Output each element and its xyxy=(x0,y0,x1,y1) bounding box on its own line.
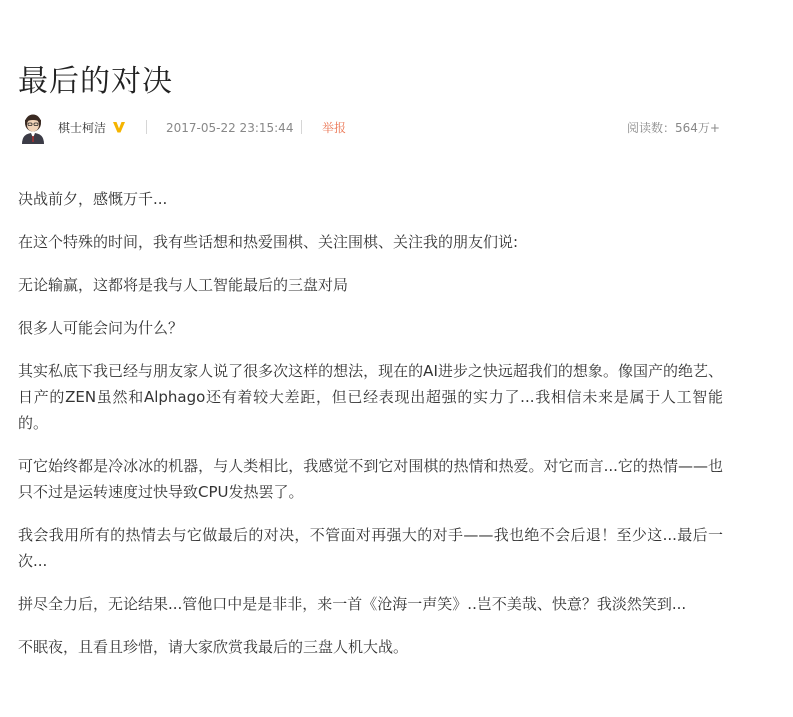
paragraph: 很多人可能会问为什么？ xyxy=(18,319,184,337)
read-count-label: 阅读数： xyxy=(627,121,676,135)
meta-divider xyxy=(301,120,302,134)
paragraph: 不眠夜，且看且珍惜，请大家欣赏我最后的三盘人机大战。 xyxy=(18,638,409,656)
article-body xyxy=(18,186,723,677)
verified-v-badge-icon xyxy=(112,119,126,133)
paragraph: 其实私底下我已经与朋友家人说了很多次这样的想法，现在的AI进步之快远超我们的想象。像国产的绝艺、日产的ZEN虽然和Alphago还有着较大差距，但已经表现出超强的实力了...我相信未来是属于人工智能的。 xyxy=(18,362,723,432)
read-count-value: 564万+ xyxy=(675,121,720,135)
paragraph: 在这个特殊的时间，我有些话想和热爱围棋、关注围棋、关注我的朋友们说: xyxy=(18,233,519,251)
article-title: 最后的对决 xyxy=(18,64,173,99)
read-count xyxy=(627,120,720,136)
avatar-image xyxy=(18,112,48,144)
report-link[interactable]: 举报 xyxy=(322,121,347,135)
author-name[interactable]: 棋士柯洁 xyxy=(58,121,107,135)
publish-date: 2017-05-22 23:15:44 xyxy=(166,121,294,135)
article-meta xyxy=(18,112,720,144)
paragraph: 我会我用所有的热情去与它做最后的对决，不管面对再强大的对手——我也绝不会后退！至少这...最后一次... xyxy=(18,526,723,570)
avatar[interactable] xyxy=(18,112,48,144)
paragraph: 无论输赢，这都将是我与人工智能最后的三盘对局 xyxy=(18,276,349,294)
paragraph: 拼尽全力后，无论结果...管他口中是是非非，来一首《沧海一声笑》..岂不美哉、快意？我淡然笑到... xyxy=(18,595,687,613)
paragraph: 决战前夕，感慨万千... xyxy=(18,190,168,208)
meta-divider xyxy=(146,120,147,134)
paragraph: 可它始终都是冷冰冰的机器，与人类相比，我感觉不到它对围棋的热情和热爱。对它而言...它的热情——也只不过是运转速度过快导致CPU发热罢了。 xyxy=(18,457,723,501)
